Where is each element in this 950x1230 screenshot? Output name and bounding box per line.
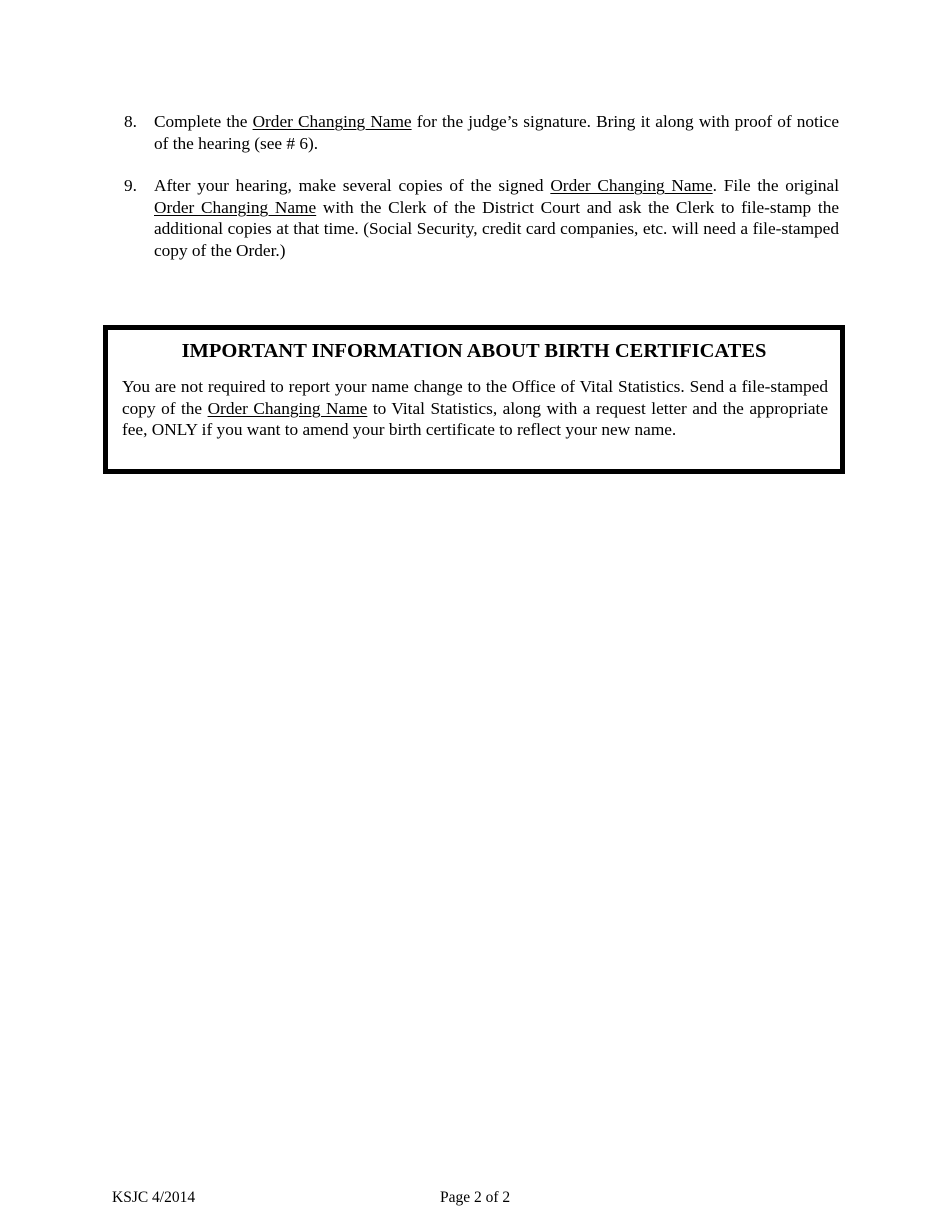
form-name-reference: Order Changing Name bbox=[252, 112, 412, 131]
item-number: 8. bbox=[124, 112, 137, 131]
item-text bbox=[154, 175, 839, 261]
notice-text bbox=[122, 376, 828, 441]
form-name-reference: Order Changing Name bbox=[550, 176, 713, 195]
form-name-reference: Order Changing Name bbox=[154, 197, 317, 217]
page-number: Page 2 of 2 bbox=[440, 1189, 511, 1206]
form-name-reference: Order Changing Name bbox=[207, 398, 368, 418]
item-text bbox=[154, 111, 839, 154]
text-span: . File the original bbox=[712, 176, 840, 195]
notice-title: IMPORTANT INFORMATION ABOUT BIRTH CERTIFICATES bbox=[181, 340, 767, 362]
text-span: Complete the bbox=[154, 112, 253, 131]
item-number: 9. bbox=[124, 176, 137, 195]
birth-certificate-notice-box bbox=[103, 325, 845, 474]
text-span: After your hearing, make several copies of the signed bbox=[154, 176, 551, 195]
instructions-list bbox=[124, 111, 839, 261]
text-span: to Vital Statistics, along with a request letter and the appropriate fee, ONLY if you want to amend your birth certificate to reflect your new name. bbox=[122, 398, 829, 439]
list-item-9 bbox=[124, 175, 839, 261]
text-span: with the Clerk of the District Court and ask the Clerk to file-stamp the additional copies at that time. (Social Security, credit card companies, etc. will need a file-stamped copy of the Order.) bbox=[154, 197, 840, 260]
text-span: You are not required to report your name change to the Office of Vital Statistics. Send a file-stamped copy of the bbox=[122, 377, 828, 418]
form-code: KSJC 4/2014 bbox=[112, 1189, 196, 1206]
list-item-8 bbox=[124, 111, 839, 154]
text-span: for the judge’s signature. Bring it along with proof of notice of the hearing (see # 6). bbox=[154, 112, 839, 153]
